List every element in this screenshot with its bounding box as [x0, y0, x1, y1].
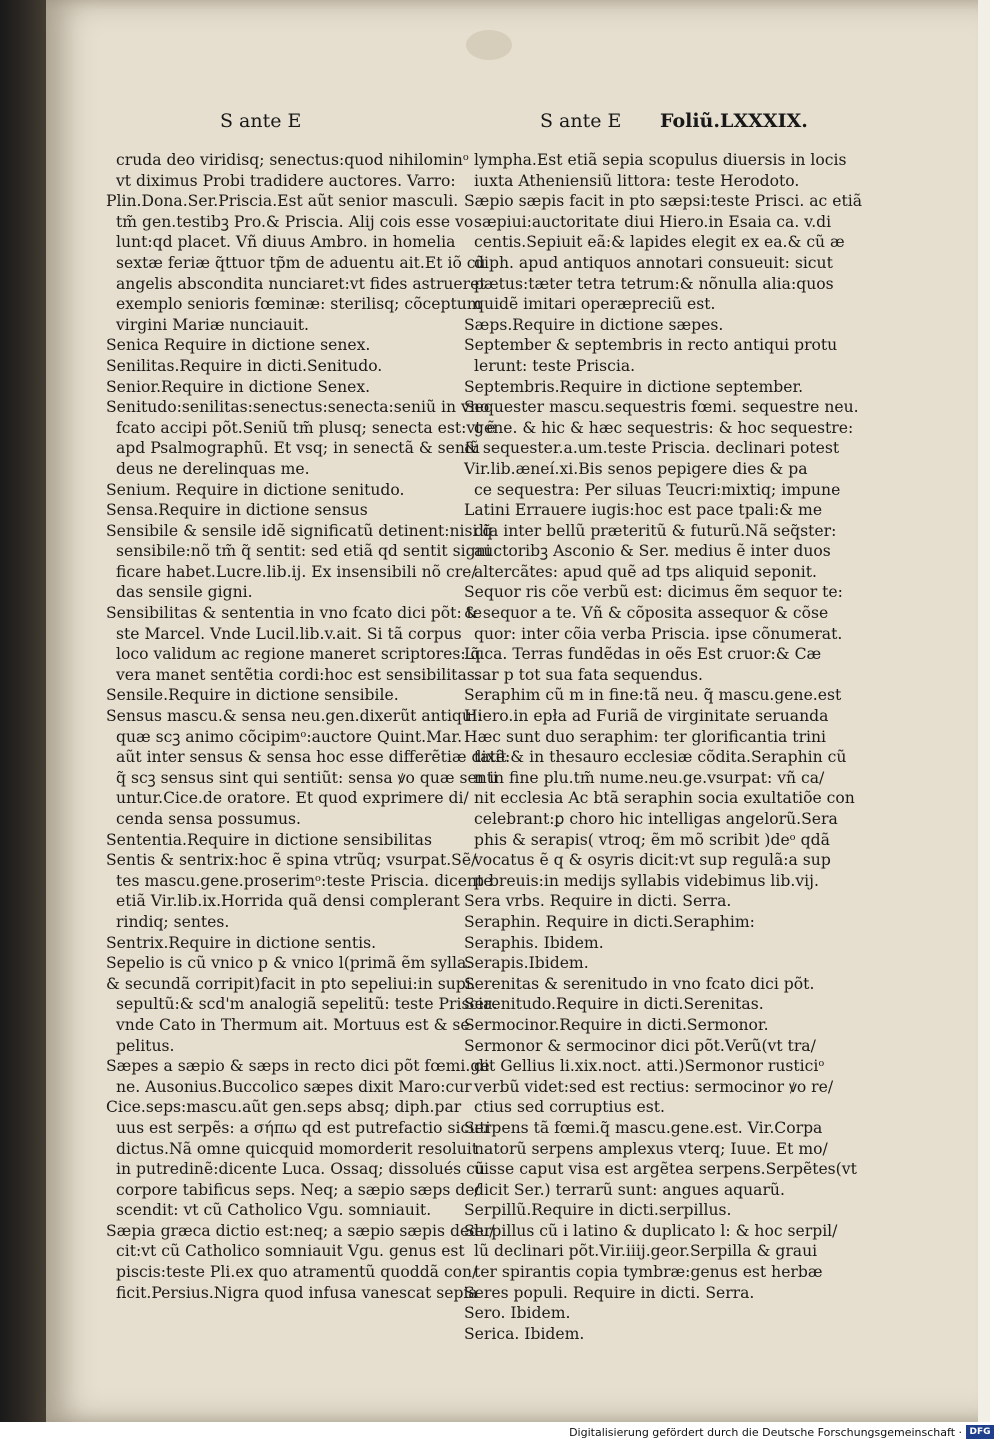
text-line: piscis:teste Pli.ex quo atramentũ quoddã con/	[116, 1263, 478, 1282]
text-line: ficit.Persius.Nigra quod infusa vanescat sepia	[116, 1283, 478, 1302]
text-line: fcato accipi põt.Seniũ tm̃ plusq; senecta est:vt ẽ	[116, 418, 496, 437]
paper-stain	[466, 30, 512, 60]
text-line: Luca. Terras fundẽdas in oẽs Est cruor:& Cæ	[464, 645, 822, 664]
footer-bar	[0, 1422, 1000, 1442]
text-line: phis & serapis( vtroq; ẽm mõ scribit )deᵒ qdã	[474, 830, 830, 849]
text-line: Latini Errauere iugis:hoc est pace tpali:& me	[464, 501, 823, 520]
text-line: ce sequestra: Per siluas Teucri:mixtiq; impune	[474, 480, 841, 499]
text-line: vera manet sentẽtia cordi:hoc est sensibilitas.	[116, 665, 480, 684]
text-line: angelis abscondita nunciaret:vt fides astrueret	[116, 274, 486, 293]
text-line: scendit: vt cũ Catholico Vgu. somniauit.	[116, 1201, 432, 1220]
text-line: das sensile gigni.	[116, 583, 253, 602]
text-line: Hæc sunt duo seraphim: ter glorificantia trini	[464, 727, 827, 746]
text-line: diph. apud antiquos annotari consueuit: sicut	[474, 253, 833, 272]
text-line: dicit Ser.) terrarũ sunt: angues aquarũ.	[474, 1180, 785, 1199]
text-line: pætus:tæter tetra tetrum:& nõnulla alia:quos	[474, 274, 834, 293]
text-line: nit ecclesia Ac btã seraphin socia exultatiõe con	[474, 789, 855, 808]
text-line: Senior.Require in dictione Senex.	[106, 377, 371, 396]
text-line: p breuis:in medijs syllabis videbimus lib.vij.	[474, 871, 819, 890]
text-line: tes mascu.gene.proserimᵒ:teste Priscia. dicente	[116, 871, 493, 890]
left-text-column	[106, 150, 507, 1303]
text-line: Sensibile & sensile idẽ significatũ detinent:nisi q̃	[106, 521, 493, 540]
text-line: ste Marcel. Vnde Lucil.lib.v.ait. Si tã corpus	[116, 624, 462, 643]
text-line: Sensus mascu.& sensa neu.gen.dixerũt antiqui:	[106, 707, 483, 726]
text-line: Serpillus cũ i latino & duplicato l: & hoc serpil/	[464, 1221, 838, 1240]
text-line: Sequor ris cõe verbũ est: dicimus ẽm sequor te:	[464, 583, 843, 602]
text-line: Senium. Require in dictione senitudo.	[106, 480, 405, 499]
text-line: q̃ scꝫ sensus sint qui sentiũt: sensa ꝟo quæ senti	[116, 768, 499, 787]
text-line: Sensibilitas & sententia in vno fcato dici põt: te	[106, 604, 483, 623]
text-line: Sentrix.Require in dictione sentis.	[106, 933, 377, 952]
page-edge	[978, 0, 990, 1422]
text-line: Seres populi. Require in dicti. Serra.	[464, 1283, 755, 1302]
text-line: cruda deo viridisq; senectus:quod nihilominᵒ	[116, 151, 469, 169]
running-head-center: S ante E	[540, 110, 622, 132]
text-line: corpore tabificus seps. Neq; a sæpio sæps de/	[116, 1180, 480, 1199]
text-line: untur.Cice.de oratore. Et quod exprimere di/	[116, 789, 469, 808]
text-line: Sensile.Require in dictione sensibile.	[106, 686, 399, 705]
text-line: n in fine plu.tm̃ nume.neu.ge.vsurpat: vñ ca/	[474, 768, 825, 787]
text-line: altercãtes: apud quẽ ad tps aliquid seponit.	[474, 562, 817, 581]
text-line: pelitus.	[116, 1036, 175, 1055]
text-line: quor: inter cõia verba Priscia. ipse cõnumerat.	[474, 624, 843, 643]
text-line: vocatus ẽ q & osyris dicit:vt sup regulã:a sup	[474, 851, 831, 870]
text-line: vnde Cato in Thermum ait. Mortuus est & se	[116, 1015, 470, 1034]
text-line: Plin.Dona.Ser.Priscia.Est aũt senior masculi.	[106, 192, 459, 211]
dfg-logo: DFG	[966, 1425, 994, 1439]
running-head-left: S ante E	[220, 110, 302, 132]
text-line: dictus.Nã omne quicquid momorderit resoluit	[116, 1139, 479, 1158]
text-line: ctius sed corruptius est.	[474, 1098, 665, 1117]
text-line: Seraphin. Require in dicti.Seraphim:	[464, 912, 755, 931]
text-line: Seraphim cũ m in fine:tã neu. q̃ mascu.gene.est	[464, 686, 842, 705]
text-line: loco validum ac regione maneret scriptores: q̃	[116, 645, 481, 664]
text-line: dia inter bellũ præteritũ & futurũ.Nã seq̃ster:	[474, 521, 837, 540]
text-line: sepultũ:& scd'm analogiã sepelitũ: teste Priscia.	[116, 995, 498, 1014]
text-line: Senilitas.Require in dicti.Senitudo.	[106, 356, 383, 375]
text-line: Sermonor & sermocinor dici põt.Verũ(vt tra/	[464, 1036, 816, 1055]
text-line: Seraphis. Ibidem.	[464, 933, 604, 952]
text-line: tatẽ:& in thesauro ecclesiæ cõdita.Seraphin cũ	[474, 748, 847, 767]
text-line: Sequester mascu.sequestris fœmi. sequestre neu.	[464, 398, 859, 417]
digitization-credit: Digitalisierung gefördert durch die Deutsche Forschungsgemeinschaft ·	[569, 1426, 962, 1439]
text-line: sextæ feriæ q̃ttuor tp̃m de aduentu ait.Et iõ cũ	[116, 253, 486, 272]
text-line: September & septembris in recto antiqui protu	[464, 336, 838, 355]
text-line: lunt:qd placet. Vñ diuus Ambro. in homelia	[116, 233, 456, 252]
text-line: & sequor a te. Vñ & cõposita assequor & cõse	[464, 604, 829, 623]
right-text-column	[464, 150, 863, 1344]
text-line: Vir.lib.æneí.xi.Bis senos pepigere dies & pa	[464, 459, 808, 478]
text-line: sensibile:nõ tm̃ q̃ sentit: sed etiã qd sentit signi	[116, 542, 491, 561]
book-spine	[0, 0, 52, 1442]
text-line: Sermocinor.Require in dicti.Sermonor.	[464, 1015, 769, 1034]
text-line: auctoribꝫ Asconio & Ser. medius ẽ inter duos	[474, 542, 831, 561]
text-line: virgini Mariæ nunciauit.	[116, 315, 309, 334]
text-line: celebrant:ꝑ choro hic intelligas angelorũ.Sera	[474, 810, 838, 828]
text-line: Sero. Ibidem.	[464, 1304, 571, 1323]
text-line: Serica. Ibidem.	[464, 1324, 585, 1343]
text-line: rindiq; sentes.	[116, 912, 230, 931]
text-line: Serpillũ.Require in dicti.serpillus.	[464, 1201, 732, 1220]
text-line: Serenitas & serenitudo in vno fcato dici põt.	[464, 974, 815, 993]
text-line: sæpiui:auctoritate diui Hiero.in Esaia ca. v.di	[474, 212, 832, 231]
text-line: Sæpia græca dictio est:neq; a sæpio sæpis dedu/	[106, 1221, 495, 1240]
text-line: ficare habet.Lucre.lib.ij. Ex insensibili nõ cre/	[116, 562, 477, 581]
text-line: uus est serpẽs: a σήπω qd est putrefactio sicuti	[116, 1118, 491, 1137]
text-line: Serenitudo.Require in dicti.Serenitas.	[464, 995, 764, 1014]
text-line: sar p tot sua fata sequendus.	[474, 665, 703, 684]
text-line: & secundã corripit)facit in pto sepeliui:in supi.	[106, 974, 476, 993]
text-line: Serapis.Ibidem.	[464, 954, 589, 973]
text-line: centis.Sepiuit eã:& lapides elegit ex ea.& cũ æ	[474, 233, 845, 252]
text-line: lympha.Est etiã sepia scopulus diuersis in locis	[474, 151, 847, 169]
text-line: Sera vrbs. Require in dicti. Serra.	[464, 892, 732, 911]
folio-number: Foliũ.LXXXIX.	[660, 110, 808, 132]
text-line: uisse caput visa est argẽtea serpens.Serpẽtes(vt	[474, 1160, 857, 1179]
text-line: Sæpio sæpis facit in pto sæpsi:teste Prisci. ac etiã	[464, 192, 863, 211]
text-line: aũt inter sensus & sensa hoc esse differẽtiæ dixit	[116, 748, 507, 767]
text-line: lerunt: teste Priscia.	[474, 356, 636, 375]
text-line: Sentis & sentrix:hoc ẽ spina vtrũq; vsurpat.Sẽ/	[106, 851, 477, 870]
text-line: natorũ serpens amplexus vterq; Iuue. Et mo/	[474, 1139, 828, 1158]
text-line: vt diximus Probi tradidere auctores. Varro:	[116, 171, 456, 190]
text-line: etiã Vir.lib.ix.Horrida quã densi complerant	[116, 892, 460, 911]
text-line: deus ne derelinquas me.	[116, 459, 310, 478]
text-line: Senitudo:senilitas:senectus:senecta:seniũ in vno	[106, 398, 490, 417]
text-line: iuxta Atheniensiũ littora: teste Herodoto.	[474, 171, 800, 190]
text-line: Septembris.Require in dictione september.	[464, 377, 804, 396]
text-line: dit Gellius li.xix.noct. atti.)Sermonor rusticiᵒ	[474, 1057, 825, 1076]
text-line: lũ declinari põt.Vir.iiij.geor.Serpilla & graui	[474, 1242, 818, 1261]
text-line: cit:vt cũ Catholico somniauit Vgu. genus est	[116, 1242, 465, 1261]
text-line: gene. & hic & hæc sequestris: & hoc sequestre:	[474, 418, 854, 437]
text-line: Sæpes a sæpio & sæps in recto dici põt fœmi.ge	[106, 1057, 490, 1076]
text-line: Hiero.in epła ad Furiã de virginitate seruanda	[464, 707, 829, 726]
text-line: quæ scꝫ animo cõcipimᵒ:auctore Quint.Mar.	[116, 727, 463, 746]
text-line: tm̃ gen.testibꝫ Pro.& Priscia. Alij cois esse vo	[116, 212, 474, 231]
text-line: Senica Require in dictione senex.	[106, 336, 371, 355]
text-line: cenda sensa possumus.	[116, 810, 301, 828]
text-line: Sensa.Require in dictione sensus	[106, 501, 368, 520]
text-line: ne. Ausonius.Buccolico sæpes dixit Maro:cur	[116, 1077, 472, 1096]
text-line: Sæps.Require in dictione sæpes.	[464, 315, 724, 334]
text-line: verbũ videt:sed est rectius: sermocinor ꝟo re/	[474, 1077, 834, 1096]
text-line: apd Psalmographũ. Et vsq; in senectã & seniũ	[116, 439, 480, 458]
text-line: exemplo senioris fœminæ: sterilisq; cõceptum	[116, 295, 482, 314]
text-line: ter spirantis copia tymbræ:genus est herbæ	[474, 1263, 823, 1282]
text-line: quidẽ imitari operæpreciũ est.	[474, 295, 716, 314]
text-line: Sepelio is cũ vnico p & vnico l(primã ẽm sylla.	[106, 954, 472, 973]
text-line: Cice.seps:mascu.aũt gen.seps absq; diph.par	[106, 1098, 462, 1117]
text-line: in putredinẽ:dicente Luca. Ossaq; dissolués cũ	[116, 1160, 485, 1179]
text-line: Serpens tã fœmi.q̃ mascu.gene.est. Vir.Corpa	[464, 1118, 823, 1137]
text-line: & sequester.a.um.teste Priscia. declinari potest	[464, 439, 840, 458]
text-line: Sententia.Require in dictione sensibilitas	[106, 830, 432, 849]
